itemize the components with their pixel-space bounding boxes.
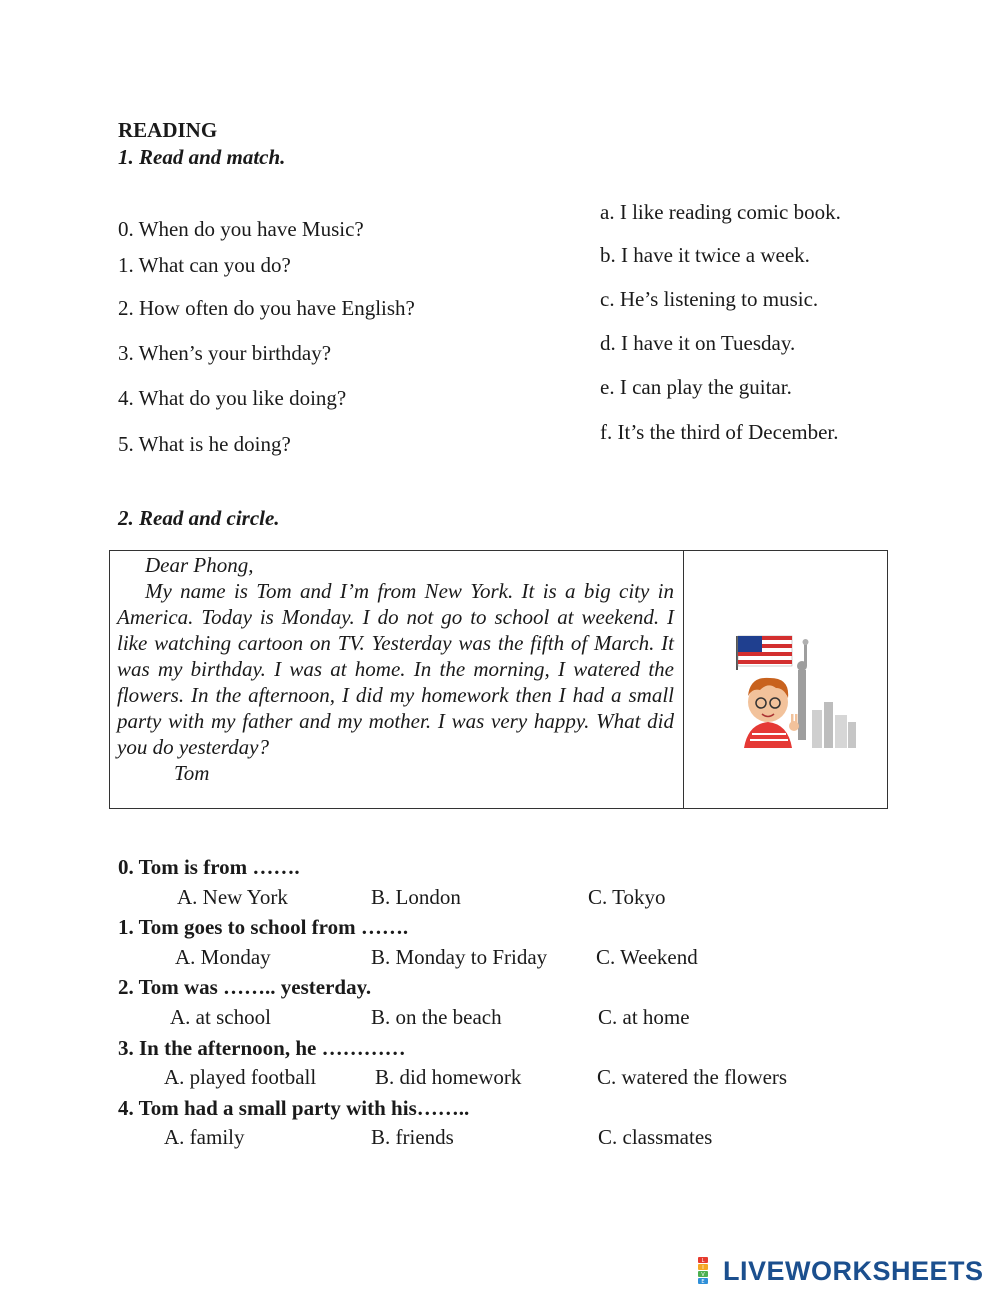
match-answer-b: b. I have it twice a week. [600, 243, 810, 267]
match-answer-a: a. I like reading comic book. [600, 200, 841, 224]
letter-signature: Tom [174, 761, 210, 785]
mcq-3-option-c: C. watered the flowers [597, 1065, 788, 1089]
letter-divider [683, 550, 684, 809]
mcq-question-2: 2. Tom was …….. yesterday. [118, 975, 372, 999]
mcq-0-option-c: C. Tokyo [588, 885, 666, 909]
section2-title: 2. Read and circle. [118, 506, 280, 530]
mcq-3-option-a: A. played football [164, 1065, 317, 1089]
match-question-3: 3. When’s your birthday? [118, 341, 332, 365]
mcq-2-option-a: A. at school [170, 1005, 271, 1029]
match-answer-f: f. It’s the third of December. [600, 420, 839, 444]
match-question-2: 2. How often do you have English? [118, 296, 415, 320]
svg-text:V: V [701, 1272, 705, 1278]
match-question-0: 0. When do you have Music? [118, 217, 364, 241]
letter-body: My name is Tom and I’m from New York. It is a big city in America. Today is Monday. I do not go to school at weekend. I like watching cartoon on TV. Yesterday was the fifth of March. It was my birthday. I was at home. In the morning, I watered the flowers. In the afternoon, I did my homework then I had a small party with my father and my mother. I was very happy. What did you do yesterday? [117, 579, 674, 759]
match-question-5: 5. What is he doing? [118, 432, 291, 456]
mcq-question-0: 0. Tom is from ……. [118, 855, 300, 879]
mcq-2-option-c: C. at home [598, 1005, 690, 1029]
mcq-3-option-b: B. did homework [375, 1065, 522, 1089]
mcq-1-option-a: A. Monday [175, 945, 271, 969]
logo-wordmark: LIVEWORKSHEETS [723, 1255, 984, 1286]
mcq-question-1: 1. Tom goes to school from ……. [118, 915, 409, 939]
mcq-question-3: 3. In the afternoon, he ………… [118, 1036, 406, 1060]
boy-with-flag-illustration [730, 630, 860, 750]
mcq-1-option-c: C. Weekend [596, 945, 698, 969]
mcq-question-4: 4. Tom had a small party with his…….. [118, 1096, 470, 1120]
mcq-4-option-c: C. classmates [598, 1125, 713, 1149]
match-answer-d: d. I have it on Tuesday. [600, 331, 796, 355]
tom-illustration [730, 630, 860, 750]
live-blocks-icon [698, 1257, 720, 1285]
letter-text [117, 552, 674, 786]
liveworksheets-logo[interactable] [698, 1256, 984, 1286]
mcq-1-option-b: B. Monday to Friday [371, 945, 548, 969]
match-answer-c: c. He’s listening to music. [600, 287, 819, 311]
svg-text:I: I [702, 1265, 704, 1271]
mcq-4-option-b: B. friends [371, 1125, 454, 1149]
svg-text:L: L [701, 1258, 705, 1264]
reading-heading: READING [118, 118, 218, 142]
match-answer-e: e. I can play the guitar. [600, 375, 792, 399]
mcq-4-option-a: A. family [164, 1125, 245, 1149]
mcq-0-option-b: B. London [371, 885, 461, 909]
match-question-1: 1. What can you do? [118, 253, 291, 277]
svg-text:E: E [701, 1279, 705, 1285]
mcq-2-option-b: B. on the beach [371, 1005, 502, 1029]
mcq-0-option-a: A. New York [177, 885, 288, 909]
letter-greeting: Dear Phong, [145, 553, 254, 577]
section1-title: 1. Read and match. [118, 145, 286, 169]
match-question-4: 4. What do you like doing? [118, 386, 347, 410]
